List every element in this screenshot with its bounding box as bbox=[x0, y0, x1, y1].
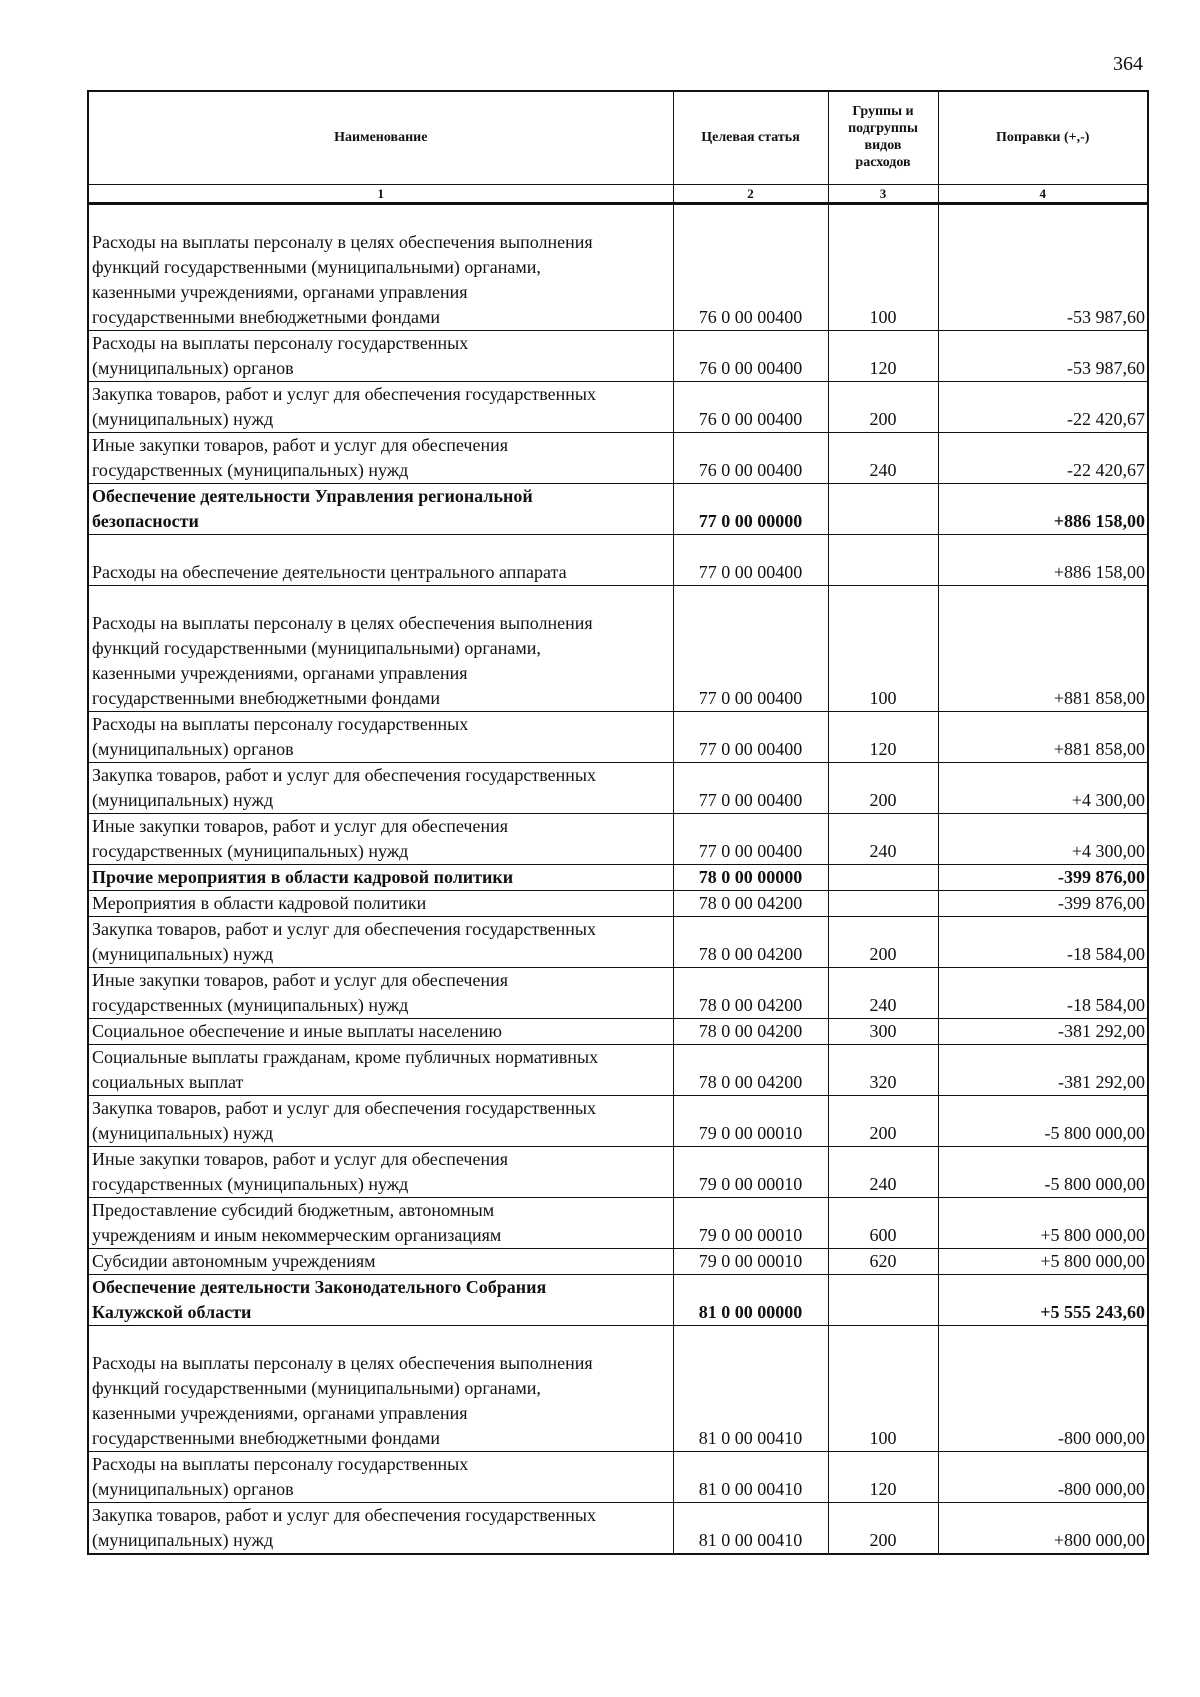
row-name-line: казенными учреждениями, органами управления bbox=[92, 1403, 468, 1423]
row-name-line: Расходы на выплаты персоналу государственных bbox=[92, 1454, 469, 1474]
row-name-line: Расходы на выплаты персоналу в целях обеспечения выполнения bbox=[92, 1353, 593, 1373]
table-body bbox=[88, 204, 1148, 1555]
row-group: 200 bbox=[828, 1096, 938, 1147]
row-amount: -399 876,00 bbox=[938, 865, 1148, 891]
row-name-line: (муниципальных) нужд bbox=[92, 1530, 274, 1550]
row-name-line: Расходы на выплаты персоналу государственных bbox=[92, 714, 469, 734]
row-name-line: функций государственными (муниципальными) органами, bbox=[92, 257, 541, 277]
row-target: 77 0 00 00000 bbox=[673, 484, 828, 535]
table-row bbox=[88, 814, 1148, 865]
row-name-line: функций государственными (муниципальными) органами, bbox=[92, 1378, 541, 1398]
table-row bbox=[88, 763, 1148, 814]
row-name-line: (муниципальных) нужд bbox=[92, 944, 274, 964]
row-name-line: государственными внебюджетными фондами bbox=[92, 307, 441, 327]
row-name-line: государственных (муниципальных) нужд bbox=[92, 1174, 409, 1194]
row-group: 240 bbox=[828, 1147, 938, 1198]
row-amount: +881 858,00 bbox=[938, 586, 1148, 712]
row-target: 79 0 00 00010 bbox=[673, 1147, 828, 1198]
row-amount: -5 800 000,00 bbox=[938, 1096, 1148, 1147]
row-group bbox=[828, 535, 938, 586]
row-name-line: Закупка товаров, работ и услуг для обеспечения государственных bbox=[92, 1505, 597, 1525]
row-amount: +4 300,00 bbox=[938, 814, 1148, 865]
table-row bbox=[88, 433, 1148, 484]
table-row bbox=[88, 712, 1148, 763]
row-name-line: (муниципальных) нужд bbox=[92, 409, 274, 429]
header-group-line: подгруппы bbox=[848, 121, 918, 137]
row-name-line: Социальные выплаты гражданам, кроме публичных нормативных bbox=[92, 1047, 599, 1067]
table-row bbox=[88, 1249, 1148, 1275]
row-name-line: Обеспечение деятельности Управления региональной bbox=[92, 486, 533, 506]
row-target: 78 0 00 04200 bbox=[673, 1019, 828, 1045]
row-amount: -399 876,00 bbox=[938, 891, 1148, 917]
table-row bbox=[88, 1452, 1148, 1503]
table-row bbox=[88, 535, 1148, 586]
row-target: 79 0 00 00010 bbox=[673, 1096, 828, 1147]
table-row bbox=[88, 331, 1148, 382]
row-name-line: государственных (муниципальных) нужд bbox=[92, 460, 409, 480]
row-name-line: Закупка товаров, работ и услуг для обеспечения государственных bbox=[92, 1098, 597, 1118]
row-name bbox=[88, 1249, 673, 1275]
row-name-line: государственных (муниципальных) нужд bbox=[92, 995, 409, 1015]
row-target: 79 0 00 00010 bbox=[673, 1249, 828, 1275]
row-name bbox=[88, 331, 673, 382]
row-name-line: Социальное обеспечение и иные выплаты населению bbox=[92, 1021, 502, 1041]
row-group bbox=[828, 484, 938, 535]
row-name-line: Закупка товаров, работ и услуг для обеспечения государственных bbox=[92, 384, 597, 404]
row-target: 77 0 00 00400 bbox=[673, 763, 828, 814]
row-amount: +4 300,00 bbox=[938, 763, 1148, 814]
row-name-line: Мероприятия в области кадровой политики bbox=[92, 893, 427, 913]
row-name bbox=[88, 1452, 673, 1503]
row-name bbox=[88, 865, 673, 891]
row-name-line: (муниципальных) органов bbox=[92, 739, 294, 759]
row-name bbox=[88, 1045, 673, 1096]
row-amount: -381 292,00 bbox=[938, 1045, 1148, 1096]
row-amount: -18 584,00 bbox=[938, 968, 1148, 1019]
row-name-line: Прочие мероприятия в области кадровой политики bbox=[92, 867, 514, 887]
column-number: 4 bbox=[938, 185, 1148, 204]
row-amount: -22 420,67 bbox=[938, 433, 1148, 484]
row-amount: +5 555 243,60 bbox=[938, 1275, 1148, 1326]
row-name-line: (муниципальных) органов bbox=[92, 358, 294, 378]
column-number: 3 bbox=[828, 185, 938, 204]
row-name bbox=[88, 1503, 673, 1555]
table-header-row bbox=[88, 91, 1148, 185]
row-name-line: (муниципальных) органов bbox=[92, 1479, 294, 1499]
row-group: 320 bbox=[828, 1045, 938, 1096]
row-amount: +886 158,00 bbox=[938, 535, 1148, 586]
page-number: 364 bbox=[1113, 53, 1143, 75]
row-amount: +886 158,00 bbox=[938, 484, 1148, 535]
row-group: 600 bbox=[828, 1198, 938, 1249]
row-name-line: социальных выплат bbox=[92, 1072, 244, 1092]
row-name bbox=[88, 712, 673, 763]
table-row bbox=[88, 891, 1148, 917]
row-target: 76 0 00 00400 bbox=[673, 204, 828, 331]
row-name bbox=[88, 1096, 673, 1147]
row-name-line: Иные закупки товаров, работ и услуг для обеспечения bbox=[92, 1149, 508, 1169]
row-name-line: Закупка товаров, работ и услуг для обеспечения государственных bbox=[92, 765, 597, 785]
row-amount: +881 858,00 bbox=[938, 712, 1148, 763]
row-name-line: казенными учреждениями, органами управления bbox=[92, 282, 468, 302]
row-name bbox=[88, 535, 673, 586]
table-row bbox=[88, 968, 1148, 1019]
row-target: 78 0 00 04200 bbox=[673, 968, 828, 1019]
row-name-line: Закупка товаров, работ и услуг для обеспечения государственных bbox=[92, 919, 597, 939]
row-group: 120 bbox=[828, 1452, 938, 1503]
row-name-line: Иные закупки товаров, работ и услуг для обеспечения bbox=[92, 435, 508, 455]
row-group: 120 bbox=[828, 331, 938, 382]
row-target: 77 0 00 00400 bbox=[673, 814, 828, 865]
row-name-line: учреждениям и иным некоммерческим организациям bbox=[92, 1225, 502, 1245]
row-amount: +800 000,00 bbox=[938, 1503, 1148, 1555]
header-group bbox=[828, 91, 938, 185]
row-name-line: казенными учреждениями, органами управления bbox=[92, 663, 468, 683]
row-group: 240 bbox=[828, 968, 938, 1019]
row-name-line: Субсидии автономным учреждениям bbox=[92, 1251, 376, 1271]
row-name bbox=[88, 484, 673, 535]
row-name-line: Расходы на выплаты персоналу в целях обеспечения выполнения bbox=[92, 613, 593, 633]
row-name-line: государственных (муниципальных) нужд bbox=[92, 841, 409, 861]
row-target: 76 0 00 00400 bbox=[673, 331, 828, 382]
table-row bbox=[88, 484, 1148, 535]
row-group: 100 bbox=[828, 586, 938, 712]
row-target: 76 0 00 00400 bbox=[673, 433, 828, 484]
table-row bbox=[88, 1326, 1148, 1452]
row-group: 200 bbox=[828, 917, 938, 968]
row-target: 76 0 00 00400 bbox=[673, 382, 828, 433]
row-name-line: Иные закупки товаров, работ и услуг для обеспечения bbox=[92, 970, 508, 990]
row-group: 120 bbox=[828, 712, 938, 763]
row-amount: -381 292,00 bbox=[938, 1019, 1148, 1045]
row-name-line: (муниципальных) нужд bbox=[92, 1123, 274, 1143]
row-amount: -800 000,00 bbox=[938, 1452, 1148, 1503]
row-target: 78 0 00 04200 bbox=[673, 1045, 828, 1096]
row-name-line bbox=[92, 586, 671, 611]
row-name bbox=[88, 814, 673, 865]
row-amount: +5 800 000,00 bbox=[938, 1249, 1148, 1275]
row-target: 81 0 00 00000 bbox=[673, 1275, 828, 1326]
row-amount: +5 800 000,00 bbox=[938, 1198, 1148, 1249]
row-name bbox=[88, 1019, 673, 1045]
row-target: 77 0 00 00400 bbox=[673, 712, 828, 763]
table-row bbox=[88, 586, 1148, 712]
table-row bbox=[88, 865, 1148, 891]
row-name-line: функций государственными (муниципальными) органами, bbox=[92, 638, 541, 658]
row-group: 240 bbox=[828, 814, 938, 865]
row-name bbox=[88, 1275, 673, 1326]
budget-amendments-table bbox=[87, 90, 1149, 1555]
table-row bbox=[88, 1147, 1148, 1198]
row-name-line bbox=[92, 205, 671, 230]
row-group: 240 bbox=[828, 433, 938, 484]
row-group bbox=[828, 865, 938, 891]
row-name bbox=[88, 433, 673, 484]
row-target: 77 0 00 00400 bbox=[673, 535, 828, 586]
row-name bbox=[88, 891, 673, 917]
row-amount: -800 000,00 bbox=[938, 1326, 1148, 1452]
row-name-line: Обеспечение деятельности Законодательного Собрания bbox=[92, 1277, 547, 1297]
column-number: 2 bbox=[673, 185, 828, 204]
column-number-row bbox=[88, 185, 1148, 204]
row-name-line: Расходы на выплаты персоналу в целях обеспечения выполнения bbox=[92, 232, 593, 252]
table-row bbox=[88, 204, 1148, 331]
row-name bbox=[88, 586, 673, 712]
row-group: 620 bbox=[828, 1249, 938, 1275]
row-group: 200 bbox=[828, 763, 938, 814]
header-group-line: расходов bbox=[855, 154, 911, 170]
row-group: 200 bbox=[828, 1503, 938, 1555]
row-amount: -5 800 000,00 bbox=[938, 1147, 1148, 1198]
row-group: 100 bbox=[828, 204, 938, 331]
row-name-line bbox=[92, 535, 671, 560]
row-amount: -53 987,60 bbox=[938, 204, 1148, 331]
table-row bbox=[88, 1096, 1148, 1147]
row-name-line: Предоставление субсидий бюджетным, автономным bbox=[92, 1200, 495, 1220]
table-row bbox=[88, 1198, 1148, 1249]
column-number: 1 bbox=[88, 185, 673, 204]
header-amount: Поправки (+,-) bbox=[938, 91, 1148, 185]
table-row bbox=[88, 1019, 1148, 1045]
row-target: 79 0 00 00010 bbox=[673, 1198, 828, 1249]
row-name bbox=[88, 1326, 673, 1452]
table-row bbox=[88, 1503, 1148, 1555]
row-target: 78 0 00 00000 bbox=[673, 865, 828, 891]
row-target: 81 0 00 00410 bbox=[673, 1326, 828, 1452]
row-name bbox=[88, 917, 673, 968]
row-name-line: Расходы на выплаты персоналу государственных bbox=[92, 333, 469, 353]
row-group: 300 bbox=[828, 1019, 938, 1045]
row-name-line bbox=[92, 1326, 671, 1351]
row-target: 78 0 00 04200 bbox=[673, 917, 828, 968]
header-name: Наименование bbox=[88, 91, 673, 185]
row-group bbox=[828, 1275, 938, 1326]
table-row bbox=[88, 382, 1148, 433]
row-group: 100 bbox=[828, 1326, 938, 1452]
table-row bbox=[88, 1275, 1148, 1326]
row-amount: -53 987,60 bbox=[938, 331, 1148, 382]
header-target: Целевая статья bbox=[673, 91, 828, 185]
row-name-line: безопасности bbox=[92, 511, 199, 531]
row-group: 200 bbox=[828, 382, 938, 433]
row-name-line: Расходы на обеспечение деятельности центрального аппарата bbox=[92, 562, 567, 582]
row-name bbox=[88, 763, 673, 814]
row-name-line: государственными внебюджетными фондами bbox=[92, 688, 441, 708]
row-target: 81 0 00 00410 bbox=[673, 1503, 828, 1555]
row-name-line: Иные закупки товаров, работ и услуг для обеспечения bbox=[92, 816, 508, 836]
header-group-line: Группы и bbox=[852, 104, 914, 120]
row-name bbox=[88, 1147, 673, 1198]
row-target: 78 0 00 04200 bbox=[673, 891, 828, 917]
row-name-line: (муниципальных) нужд bbox=[92, 790, 274, 810]
row-name bbox=[88, 204, 673, 331]
table-row bbox=[88, 1045, 1148, 1096]
row-name-line: государственными внебюджетными фондами bbox=[92, 1428, 441, 1448]
row-name bbox=[88, 1198, 673, 1249]
row-name bbox=[88, 968, 673, 1019]
row-name bbox=[88, 382, 673, 433]
row-amount: -22 420,67 bbox=[938, 382, 1148, 433]
header-group-line: видов bbox=[864, 138, 902, 153]
row-amount: -18 584,00 bbox=[938, 917, 1148, 968]
table-row bbox=[88, 917, 1148, 968]
row-group bbox=[828, 891, 938, 917]
row-target: 81 0 00 00410 bbox=[673, 1452, 828, 1503]
row-target: 77 0 00 00400 bbox=[673, 586, 828, 712]
row-name-line: Калужской области bbox=[92, 1302, 252, 1322]
